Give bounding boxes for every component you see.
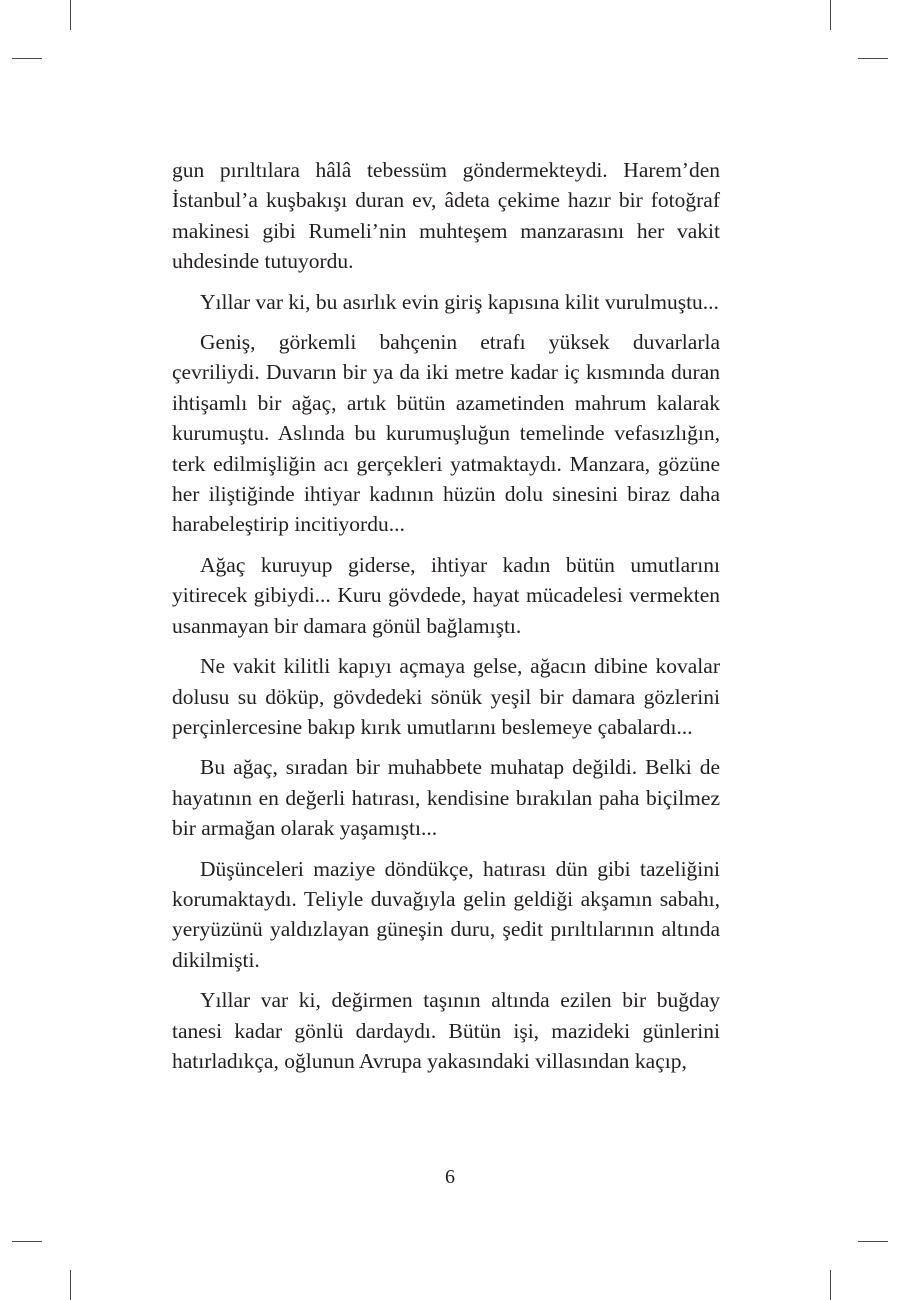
crop-mark-top-left-horizontal — [12, 58, 42, 59]
crop-mark-bottom-left-vertical — [70, 1270, 71, 1300]
crop-mark-bottom-left-horizontal — [12, 1241, 42, 1242]
paragraph-7: Düşünceleri maziye döndükçe, hatırası dün gibi tazeliğini korumaktaydı. Teliyle duvağıyla gelin geldiği akşamın sabahı, yeryüzünü yaldızlayan güneşin duru, şedit pırıltılarının altında dikilmişti. — [172, 856, 720, 972]
body-text — [172, 155, 720, 1086]
paragraph-8: Yıllar var ki, değirmen taşının altında ezilen bir buğday tanesi kadar gönlü dardaydı. Bütün işi, mazideki günlerini hatırladıkça, oğlunun Avrupa yakasındaki villasından kaçıp, — [172, 988, 720, 1073]
crop-mark-top-right-horizontal — [858, 58, 888, 59]
paragraph-6: Bu ağaç, sıradan bir muhabbete muhatap değildi. Belki de hayatının en değerli hatırası, kendisine bırakılan paha biçilmez bir armağan olarak yaşamıştı... — [172, 755, 720, 841]
page-number: 6 — [445, 1166, 455, 1188]
paragraph-5: Ne vakit kilitli kapıyı açmaya gelse, ağacın dibine kovalar dolusu su döküp, gövdedeki sönük yeşil bir damara gözlerini perçinlercesine bakıp kırık umutlarını beslemeye çabalardı... — [172, 654, 720, 739]
crop-mark-top-right-vertical — [830, 0, 831, 30]
paragraph-3: Geniş, görkemli bahçenin etrafı yüksek duvarlarla çevriliydi. Duvarın bir ya da iki metre kadar iç kısmında duran ihtişamlı bir ağaç, artık bütün azametinden mahrum kalarak kurumuştu. Aslında bu kurumuşluğun temelinde vefasızlığın, terk edilmişliğin acı gerçekleri yatmaktaydı. Manzara, gözüne her iliştiğinde ihtiyar kadının hüzün dolu sinesini biraz daha harabeleştirip incitiyordu... — [172, 330, 720, 537]
crop-mark-bottom-right-horizontal — [858, 1241, 888, 1242]
crop-mark-top-left-vertical — [70, 0, 71, 30]
paragraph-2: Yıllar var ki, bu asırlık evin giriş kapısına kilit vurulmuştu... — [200, 289, 719, 314]
crop-mark-bottom-right-vertical — [830, 1270, 831, 1300]
paragraph-4: Ağaç kuruyup giderse, ihtiyar kadın bütün umutlarını yitirecek gibiydi... Kuru gövdede, hayat mücadelesi vermekten usanmayan bir damara gönül bağlamıştı. — [172, 552, 720, 638]
paragraph-1: gun pırıltılara hâlâ tebessüm göndermekteydi. Harem’den İstanbul’a kuşbakışı duran ev, âdeta çekime hazır bir fotoğraf makinesi gibi Rumeli’nin muhteşem manzarasını her vakit uhdesinde tutuyordu. — [172, 158, 720, 274]
